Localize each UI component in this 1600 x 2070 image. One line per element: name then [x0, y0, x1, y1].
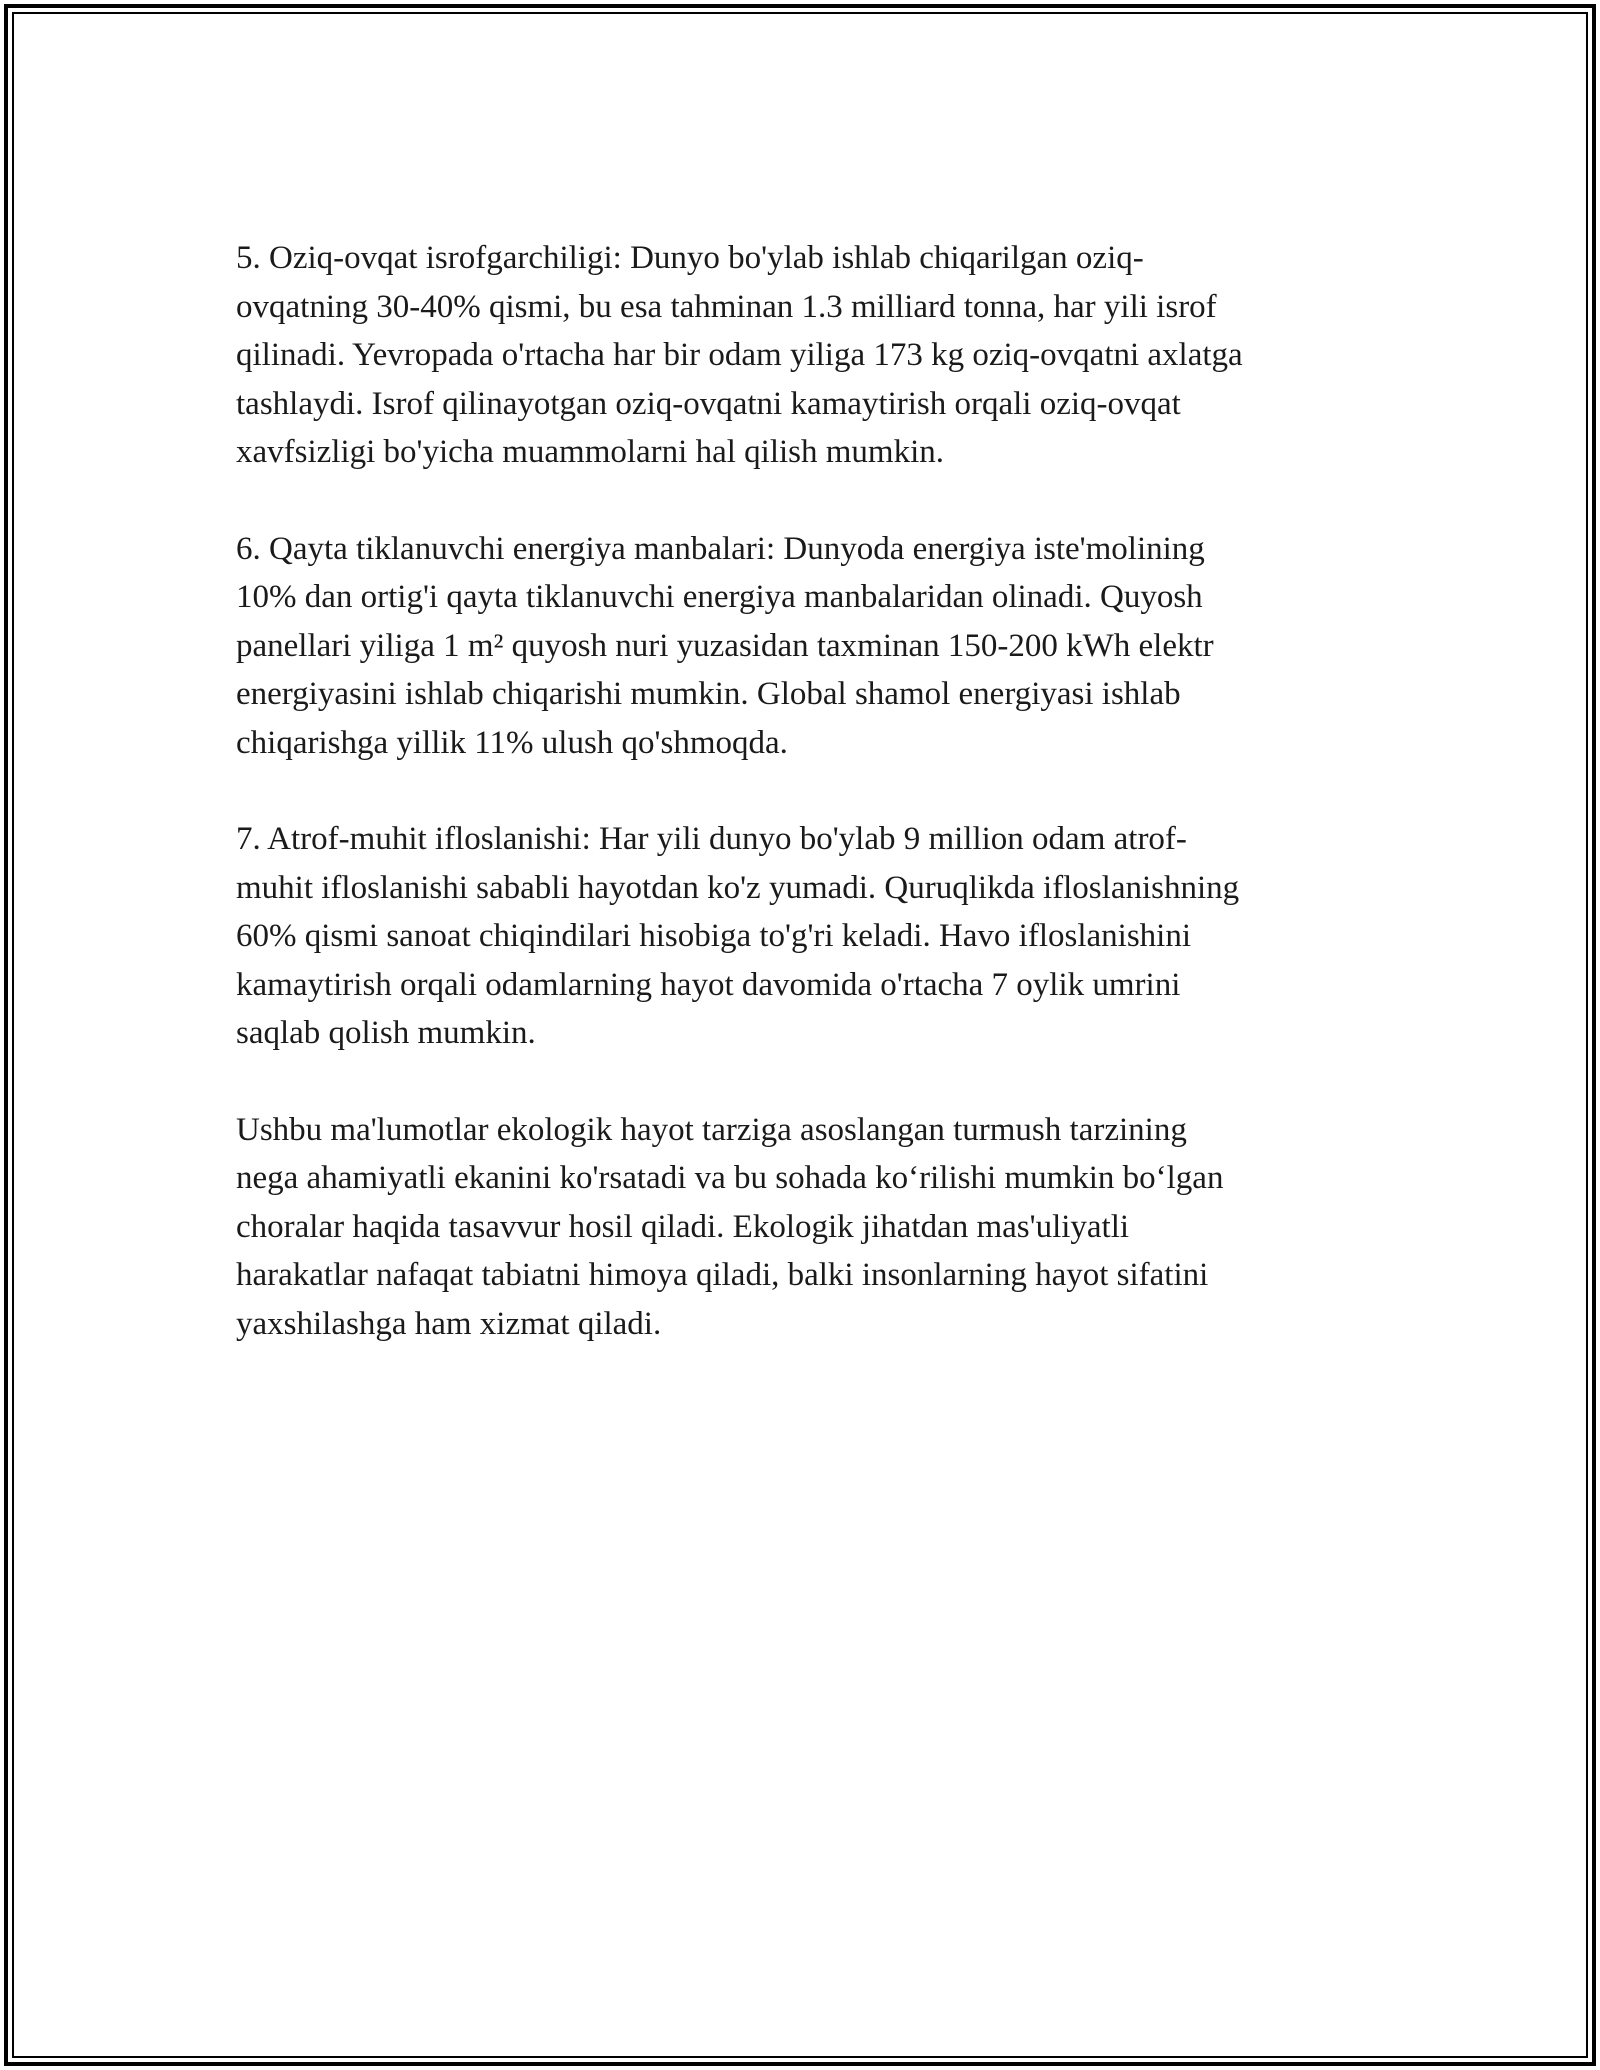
paragraph-renewable-energy: [236, 525, 1366, 768]
document-body: [236, 234, 1366, 1396]
paragraph-conclusion: [236, 1106, 1366, 1349]
text-line: muhit ifloslanishi sababli hayotdan ko'z yumadi. Quruqlikda ifloslanishning: [236, 869, 1240, 906]
text-line: harakatlar nafaqat tabiatni himoya qiladi, balki insonlarning hayot sifatini: [236, 1257, 1209, 1293]
text-line: 6. Qayta tiklanuvchi energiya manbalari: Dunyoda energiya iste'molining: [236, 530, 1205, 567]
text-line: 7. Atrof-muhit ifloslanishi: Har yili dunyo bo'ylab 9 million odam atrof-: [236, 821, 1187, 857]
text-line: 60% qismi sanoat chiqindilari hisobiga to'g'ri keladi. Havo ifloslanishini: [236, 918, 1192, 954]
text-line: energiyasini ishlab chiqarishi mumkin. Global shamol energiyasi ishlab: [236, 676, 1181, 712]
text-line: panellari yiliga 1 m² quyosh nuri yuzasidan taxminan 150-200 kWh elektr: [236, 627, 1214, 664]
text-line: choralar haqida tasavvur hosil qiladi. Ekologik jihatdan mas'uliyatli: [236, 1208, 1130, 1245]
text-line: chiqarishga yillik 11% ulush qo'shmoqda.: [236, 724, 788, 761]
text-line: qilinadi. Yevropada o'rtacha har bir odam yiliga 173 kg oziq-ovqatni axlatga: [236, 337, 1243, 373]
text-line: xavfsizligi bo'yicha muammolarni hal qilish mumkin.: [236, 434, 945, 470]
paragraph-pollution: [236, 815, 1366, 1058]
text-line: Ushbu ma'lumotlar ekologik hayot tarziga asoslangan turmush tarzining: [236, 1111, 1187, 1148]
text-line: 10% dan ortig'i qayta tiklanuvchi energiya manbalaridan olinadi. Quyosh: [236, 579, 1203, 615]
text-line: nega ahamiyatli ekanini ko'rsatadi va bu sohada ko‘rilishi mumkin bo‘lgan: [236, 1160, 1224, 1196]
paragraph-food-waste: [236, 234, 1366, 477]
text-line: saqlab qolish mumkin.: [236, 1015, 536, 1051]
text-line: yaxshilashga ham xizmat qiladi.: [236, 1305, 662, 1342]
text-line: ovqatning 30-40% qismi, bu esa tahminan 1.3 milliard tonna, har yili isrof: [236, 288, 1217, 325]
text-line: 5. Oziq-ovqat isrofgarchiligi: Dunyo bo'ylab ishlab chiqarilgan oziq-: [236, 240, 1144, 276]
text-line: kamaytirish orqali odamlarning hayot davomida o'rtacha 7 oylik umrini: [236, 966, 1181, 1003]
text-line: tashlaydi. Isrof qilinayotgan oziq-ovqatni kamaytirish orqali oziq-ovqat: [236, 385, 1181, 422]
